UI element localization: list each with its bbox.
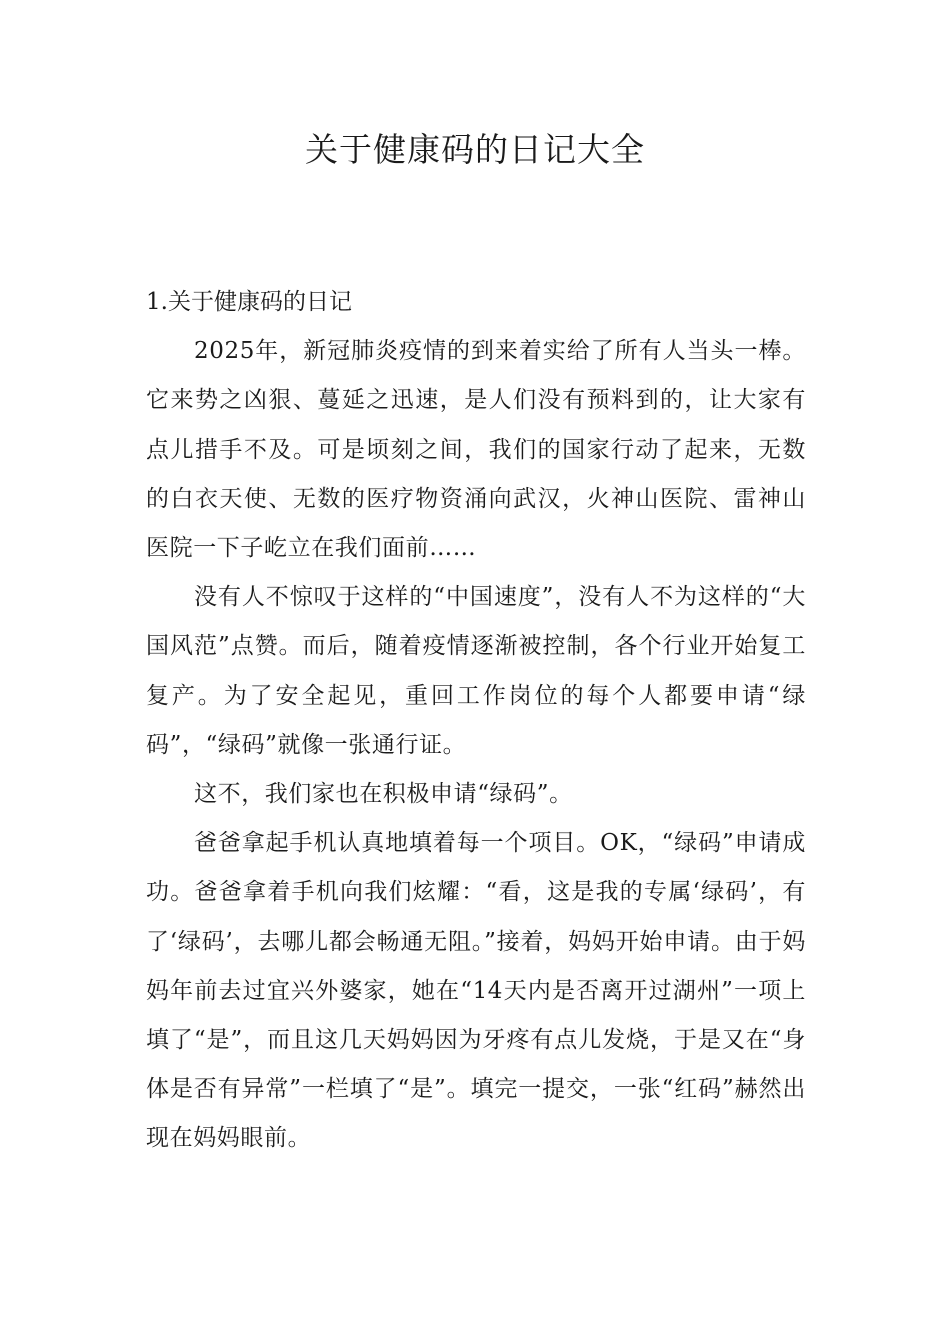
paragraph: 没有人不惊叹于这样的“中国速度”，没有人不为这样的“大国风范”点赞。而后，随着疫情逐渐被控制，各个行业开始复工复产。为了安全起见，重回工作岗位的每个人都要申请“绿码”，“绿码”就像一张通行证。 <box>146 584 806 758</box>
paragraph: 这不，我们家也在积极申请“绿码”。 <box>194 781 573 808</box>
paragraph: 2025年，新冠肺炎疫情的到来着实给了所有人当头一棒。它来势之凶狠、蔓延之迅速，是人们没有预料到的，让大家有点儿措手不及。可是顷刻之间，我们的国家行动了起来，无数的白衣天使、无数的医疗物资涌向武汉，火神山医院、雷神山医院一下子屹立在我们面前…… <box>146 338 806 562</box>
document-body <box>146 278 806 1164</box>
document-title: 关于健康码的日记大全 <box>305 130 645 169</box>
section-heading: 1.关于健康码的日记 <box>146 289 352 315</box>
paragraph: 爸爸拿起手机认真地填着每一个项目。OK，“绿码”申请成功。爸爸拿着手机向我们炫耀：“看，这是我的专属‘绿码’，有了‘绿码’，去哪儿都会畅通无阻。”接着，妈妈开始申请。由于妈妈年前去过宜兴外婆家，她在“14天内是否离开过湖州”一项上填了“是”，而且这几天妈妈因为牙疼有点儿发烧，于是又在“身体是否有异常”一栏填了“是”。填完一提交，一张“红码”赫然出现在妈妈眼前。 <box>146 830 806 1152</box>
